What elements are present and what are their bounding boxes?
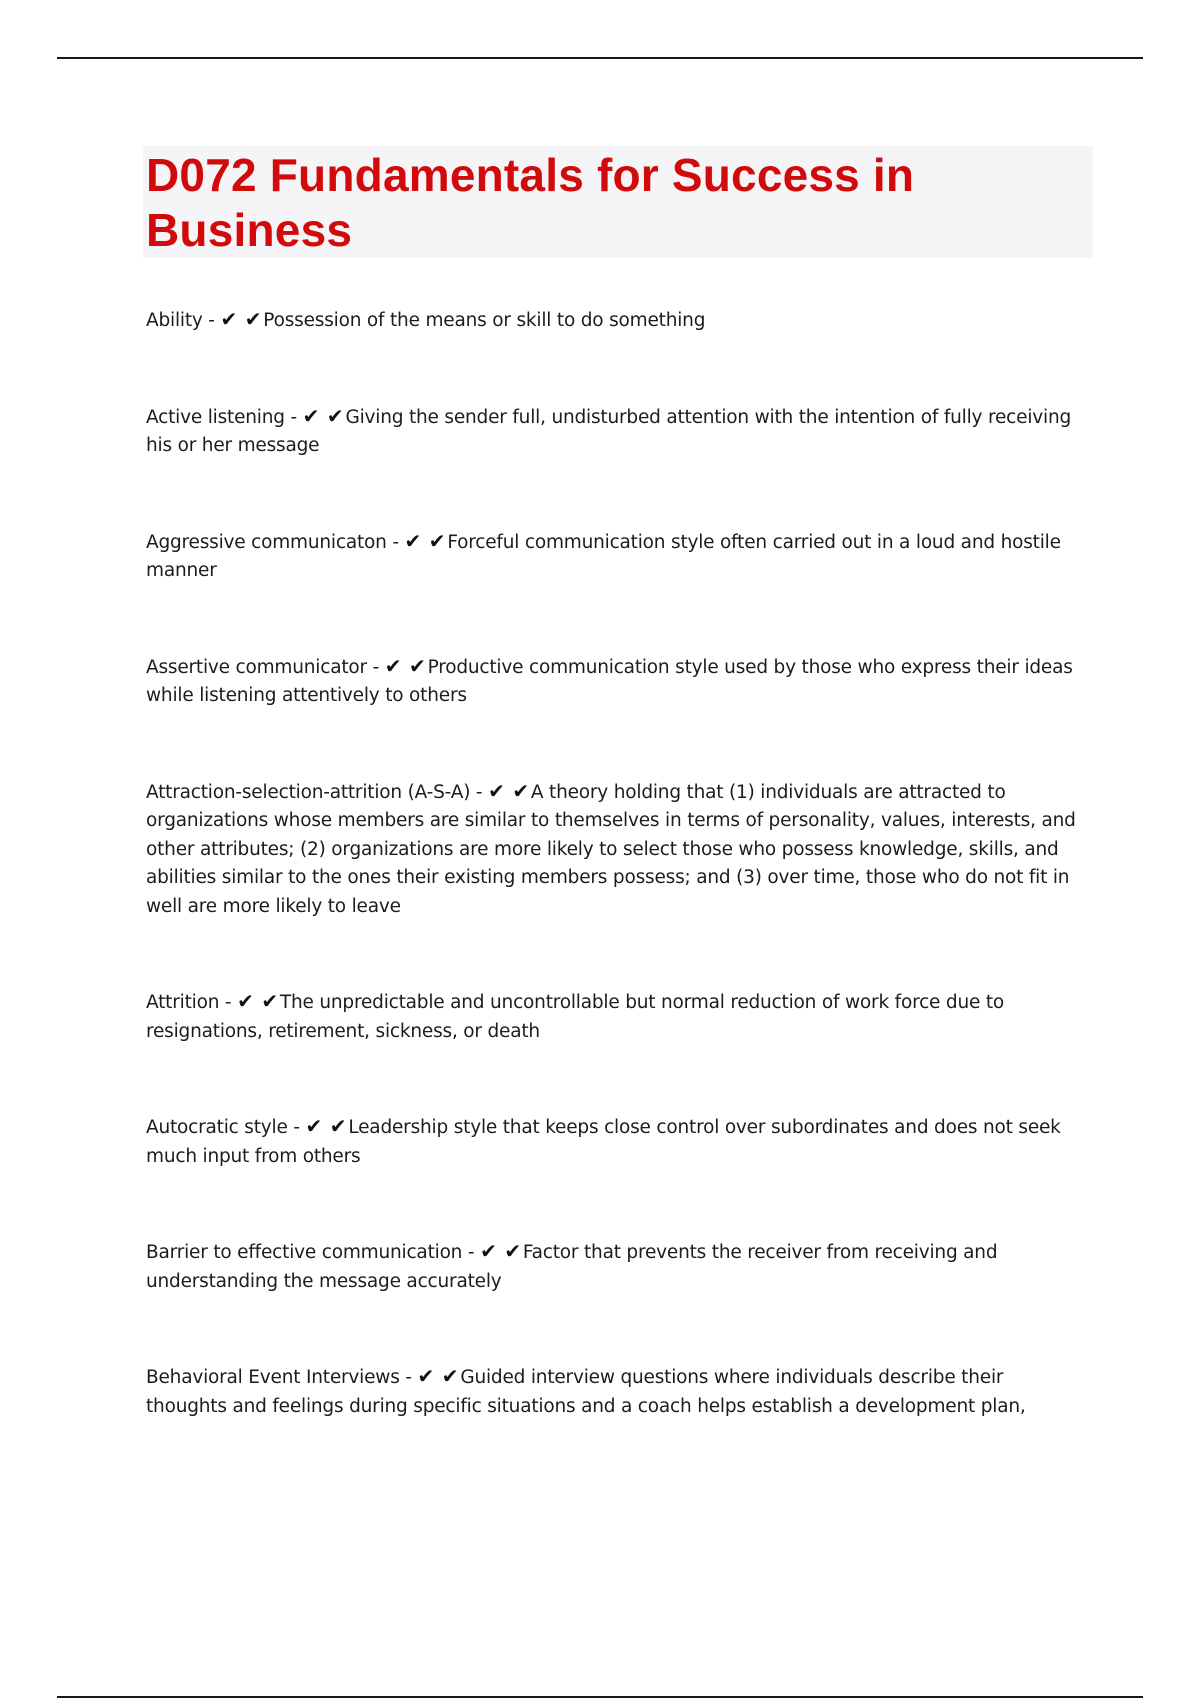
entry-definition: Possession of the means or skill to do something [263, 310, 706, 331]
glossary-entry [146, 527, 1086, 586]
entry-term: Aggressive communicaton [146, 531, 387, 553]
entry-term: Attraction-selection-attrition (A-S-A) [146, 781, 471, 803]
check-icon: ✔ [384, 653, 402, 678]
check-icon: ✔ [417, 1364, 435, 1388]
check-icon: ✔ [261, 989, 278, 1013]
entry-term: Active listening [146, 406, 285, 428]
check-icon: ✔ [220, 307, 238, 331]
check-icon: ✔ [504, 1239, 521, 1263]
entry-definition: Factor that prevents the receiver from receiving and understanding the message accurately [146, 1242, 998, 1292]
check-icon: ✔ [237, 989, 254, 1013]
entry-separator: - [399, 1367, 418, 1388]
check-icon: ✔ [428, 528, 446, 553]
entry-separator: - [202, 310, 221, 331]
entry-separator: - [386, 531, 405, 553]
check-icon: ✔ [305, 1114, 323, 1138]
glossary-entry [146, 1112, 1086, 1171]
entry-definition: Giving the sender full, undisturbed attention with the intention of fully receiving his or her message [146, 406, 1072, 456]
glossary-entry [146, 305, 1086, 336]
glossary-entry [146, 402, 1086, 461]
entry-separator: - [462, 1242, 481, 1263]
title-banner [143, 146, 1093, 258]
entry-definition: Forceful communication style often carried out in a loud and hostile manner [146, 531, 1061, 581]
bottom-divider [57, 1696, 1143, 1698]
entry-term: Autocratic style [146, 1117, 288, 1138]
entry-term: Assertive communicator [146, 656, 367, 678]
entry-definition: The unpredictable and uncontrollable but normal reduction of work force due to resignations, retirement, sickness, or death [146, 992, 1005, 1042]
entry-definition: Leadership style that keeps close control over subordinates and does not seek much input from others [146, 1117, 1061, 1167]
glossary-entry [146, 1362, 1086, 1421]
entry-separator: - [366, 656, 385, 678]
check-icon: ✔ [244, 307, 262, 331]
entry-definition: Productive communication style used by those who express their ideas while listening attentively to others [146, 656, 1073, 706]
check-icon: ✔ [441, 1364, 459, 1388]
page-title: D072 Fundamentals for Success in Business [146, 149, 915, 256]
entry-separator: - [287, 1117, 306, 1138]
entry-term: Behavioral Event Interviews [146, 1367, 400, 1388]
glossary-entry [146, 652, 1086, 711]
entry-separator: - [284, 406, 303, 428]
top-divider [57, 57, 1143, 59]
check-icon: ✔ [326, 403, 344, 428]
entry-definition: Guided interview questions where individuals describe their thoughts and feelings during specific situations and a coach helps establish a development plan, [146, 1367, 1026, 1417]
entry-term: Ability [146, 310, 203, 331]
entry-term: Barrier to effective communication [146, 1242, 463, 1263]
glossary-list [146, 305, 1086, 1487]
glossary-entry [146, 987, 1086, 1046]
check-icon: ✔ [409, 653, 426, 678]
entry-separator: - [219, 992, 238, 1013]
check-icon: ✔ [512, 778, 529, 803]
entry-definition: A theory holding that (1) individuals are attracted to organizations whose members are similar to themselves in terms of personality, values, interests, and other attributes; (2) organizations are more likely to select those who possess knowledge, skills, and abilities similar to the ones their existing members possess; and (3) over time, those who do not fit in well are more likely to leave [146, 781, 1076, 917]
check-icon: ✔ [480, 1239, 497, 1263]
entry-separator: - [470, 781, 489, 803]
check-icon: ✔ [329, 1114, 347, 1138]
entry-term: Attrition [146, 992, 220, 1013]
glossary-entry [146, 1237, 1086, 1296]
glossary-entry [146, 777, 1086, 922]
check-icon: ✔ [302, 403, 320, 428]
check-icon: ✔ [404, 528, 422, 553]
check-icon: ✔ [488, 778, 505, 803]
